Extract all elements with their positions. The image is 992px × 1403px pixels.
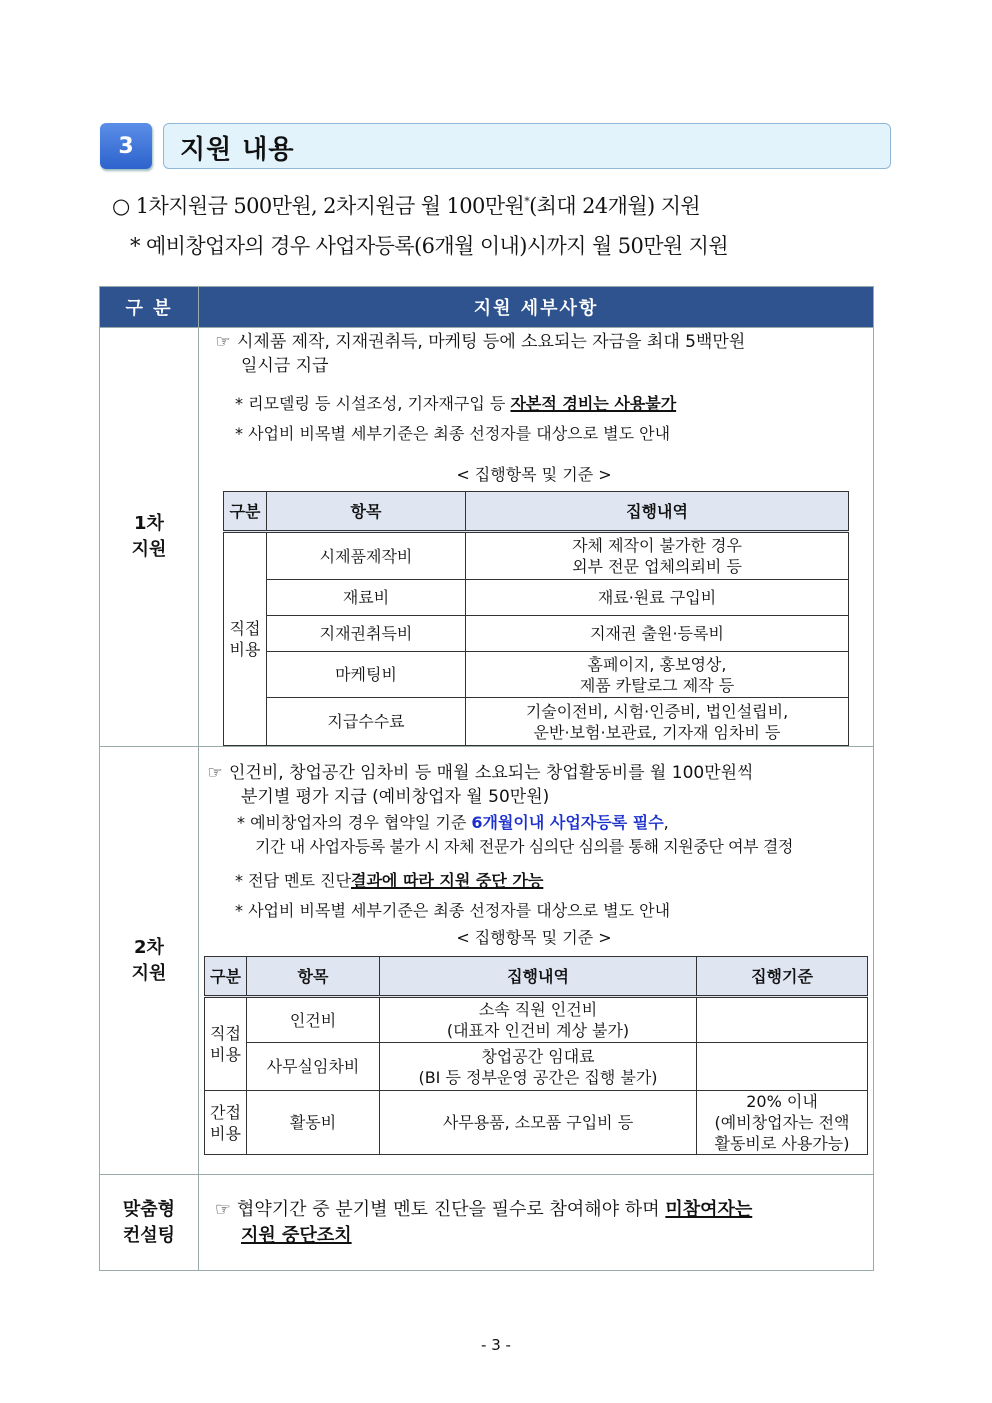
header-details: 지원 세부사항 (199, 287, 874, 328)
table-row: 사무실임차비 (247, 1043, 380, 1091)
table-row: 활동비 (247, 1091, 380, 1155)
first-support-sub-table: 구분 항목 집행내역 직접 비용 시제품제작비 자체 제작이 불가한 경우 외부 전문 업체의뢰비 등 재료비 재료·원료 구입비 지재권취득비 지재권 출원·등록비 마케팅비 홈페이지, 홍보영상, 제품 카탈로그 제작 등 지급수수료 기술이전비, 시험·인증비, 법인설립비, 운반·보험·보관료, 기자재 임차비 등 (223, 491, 849, 746)
table-row: 마케팅비 (267, 652, 466, 698)
cost-group-direct: 직접 비용 (205, 997, 247, 1091)
sub-table-caption: < 집행항목 및 기준 > (456, 928, 612, 947)
non-participant-warning: 미참여자는 (665, 1198, 753, 1220)
mentor-diagnosis-warning: 결과에 따라 지원 중단 가능 (351, 871, 544, 890)
pointing-hand-icon: ☞ (214, 1198, 232, 1220)
capital-expense-warning: 자본적 경비는 사용불가 (510, 394, 677, 413)
table-row: 재료비 (267, 580, 466, 616)
cost-group-direct: 직접 비용 (224, 532, 267, 746)
table-row: 시제품제작비 (267, 532, 466, 580)
page-number: - 3 - (481, 1336, 511, 1354)
consulting-content: ☞ 협약기간 중 분기별 멘토 진단을 필수로 참여해야 하며 미참여자는 지원 중단조치 (199, 1175, 874, 1271)
row-label-consulting: 맞춤형 컨설팅 (100, 1175, 199, 1271)
footnote-mark: * (524, 195, 530, 208)
cost-group-indirect: 간접 비용 (205, 1091, 247, 1155)
section-title: 지원 내용 (180, 135, 295, 165)
first-support-content: ☞ 시제품 제작, 지재권취득, 마케팅 등에 소요되는 자금을 최대 5백만원 일시금 지급 * 리모델링 등 시설조성, 기자재구입 등 자본적 경비는 사용불가 * 사업비 비목별 세부기준은 최종 선정자를 대상으로 별도 안내 < 집행항목 및 기준 > 구분 항목 집행내역 직접 비용 시제품제작비 자체 제작이 불가한 경우 외부 전문 업체의뢰비 등 재료비 재료·원료 구입비 지재권취득비 지재권 출원·등록비 마케팅비 홈페이지, 홍보영상, 제품 카탈로그 제작 등 지급수수료 기술이전비, 시험·인증비, 법인설립비, 운반·보험·보관료, 기자재 임차비 등 (199, 328, 874, 747)
second-support-content: ☞ 인건비, 창업공간 임차비 등 매월 소요되는 창업활동비를 월 100만원씩 분기별 평가 지급 (예비창업자 월 50만원) * 예비창업자의 경우 협약일 기준 6개월이내 사업자등록 필수, 기간 내 사업자등록 불가 시 자체 전문가 심의단 심의를 통해 지원중단 여부 결정 * 전담 멘토 진단결과에 따라 지원 중단 가능 * 사업비 비목별 세부기준은 최종 선정자를 대상으로 별도 안내 < 집행항목 및 기준 > 구분 항목 집행내역 집행기준 직접 비용 인건비 소속 직원 인건비 (대표자 인건비 계상 불가) 사무실임차비 창업공간 임대료 (BI 등 정부운영 공간은 집행 불가) 간접 비용 활동비 사무용품, 소모품 구입비 등 20% 이내 (예비창업자는 전액 활동비로 사용가능) (199, 747, 874, 1175)
intro-line-2: * 예비창업자의 경우 사업자등록(6개월 이내)시까지 월 50만원 지원 (130, 234, 729, 258)
registration-requirement: 6개월이내 사업자등록 필수 (471, 813, 664, 832)
table-row: 인건비 (247, 997, 380, 1043)
intro-line-1: ○ 1차지원금 500만원, 2차지원금 월 100만원*(최대 24개월) 지원 (112, 194, 701, 218)
table-row: 지급수수료 (267, 698, 466, 746)
table-row: 지재권취득비 (267, 616, 466, 652)
row-label-first-support: 1차 지원 (100, 328, 199, 747)
pointing-hand-icon: ☞ (215, 332, 231, 352)
sub-table-caption: < 집행항목 및 기준 > (456, 465, 612, 484)
pointing-hand-icon: ☞ (207, 763, 223, 783)
section-number: 3 (100, 123, 152, 169)
row-label-second-support: 2차 지원 (100, 747, 199, 1175)
second-support-sub-table: 구분 항목 집행내역 집행기준 직접 비용 인건비 소속 직원 인건비 (대표자 인건비 계상 불가) 사무실임차비 창업공간 임대료 (BI 등 정부운영 공간은 집행 불가) 간접 비용 활동비 사무용품, 소모품 구입비 등 20% 이내 (예비창업자는 전액 활동비로 사용가능) (204, 956, 868, 1155)
support-details-table (99, 286, 874, 1271)
header-category: 구 분 (100, 287, 199, 328)
